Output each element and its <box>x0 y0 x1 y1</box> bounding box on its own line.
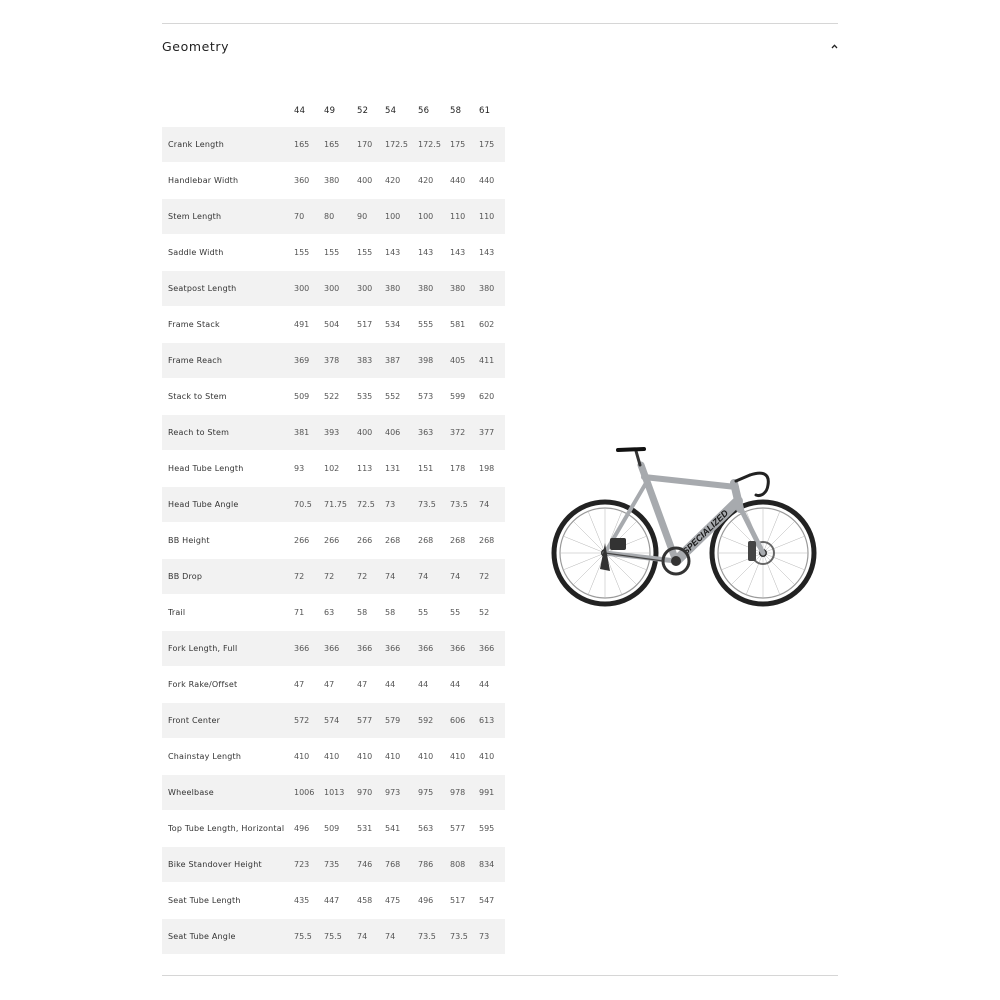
table-cell: 72 <box>324 559 357 595</box>
row-label: BB Height <box>162 523 294 559</box>
table-cell: 75.5 <box>324 919 357 955</box>
table-cell: 509 <box>294 379 324 415</box>
table-cell: 266 <box>357 523 385 559</box>
table-cell: 80 <box>324 199 357 235</box>
row-label: Reach to Stem <box>162 415 294 451</box>
table-row <box>162 415 505 451</box>
table-cell: 52 <box>479 595 505 631</box>
table-cell: 155 <box>357 235 385 271</box>
table-cell: 71 <box>294 595 324 631</box>
table-cell: 735 <box>324 847 357 883</box>
row-label: Trail <box>162 595 294 631</box>
table-row <box>162 127 505 163</box>
frame-brand-text: SPECIALIZED <box>680 507 731 557</box>
table-cell: 47 <box>357 667 385 703</box>
table-cell: 599 <box>450 379 479 415</box>
table-cell: 768 <box>385 847 418 883</box>
table-row <box>162 307 505 343</box>
row-label: Front Center <box>162 703 294 739</box>
table-cell: 834 <box>479 847 505 883</box>
table-cell: 268 <box>450 523 479 559</box>
table-cell: 366 <box>450 631 479 667</box>
table-cell: 410 <box>357 739 385 775</box>
table-cell: 300 <box>324 271 357 307</box>
table-cell: 70 <box>294 199 324 235</box>
table-cell: 378 <box>324 343 357 379</box>
size-header-row <box>162 94 505 127</box>
table-cell: 991 <box>479 775 505 811</box>
table-cell: 113 <box>357 451 385 487</box>
table-cell: 198 <box>479 451 505 487</box>
table-cell: 563 <box>418 811 450 847</box>
table-cell: 110 <box>450 199 479 235</box>
table-cell: 380 <box>479 271 505 307</box>
table-cell: 268 <box>418 523 450 559</box>
row-label: Stem Length <box>162 199 294 235</box>
table-cell: 380 <box>418 271 450 307</box>
table-cell: 535 <box>357 379 385 415</box>
table-cell: 100 <box>418 199 450 235</box>
table-row <box>162 235 505 271</box>
table-cell: 592 <box>418 703 450 739</box>
header-spacer <box>162 94 294 127</box>
table-cell: 973 <box>385 775 418 811</box>
table-cell: 151 <box>418 451 450 487</box>
table-cell: 366 <box>324 631 357 667</box>
table-cell: 55 <box>450 595 479 631</box>
table-cell: 970 <box>357 775 385 811</box>
table-cell: 74 <box>357 919 385 955</box>
table-row <box>162 559 505 595</box>
row-label: Frame Reach <box>162 343 294 379</box>
table-cell: 363 <box>418 415 450 451</box>
table-row <box>162 631 505 667</box>
row-label: Seat Tube Length <box>162 883 294 919</box>
table-cell: 393 <box>324 415 357 451</box>
table-row <box>162 667 505 703</box>
table-cell: 72 <box>357 559 385 595</box>
size-header: 49 <box>324 105 336 116</box>
table-cell: 555 <box>418 307 450 343</box>
table-cell: 170 <box>357 127 385 163</box>
table-cell: 577 <box>450 811 479 847</box>
table-cell: 100 <box>385 199 418 235</box>
table-row <box>162 595 505 631</box>
table-row <box>162 883 505 919</box>
row-label: Bike Standover Height <box>162 847 294 883</box>
table-cell: 74 <box>385 919 418 955</box>
table-cell: 398 <box>418 343 450 379</box>
table-cell: 574 <box>324 703 357 739</box>
table-row <box>162 379 505 415</box>
table-cell: 458 <box>357 883 385 919</box>
table-row <box>162 343 505 379</box>
table-cell: 73.5 <box>418 487 450 523</box>
table-cell: 380 <box>324 163 357 199</box>
table-cell: 72 <box>294 559 324 595</box>
table-cell: 71.75 <box>324 487 357 523</box>
table-cell: 93 <box>294 451 324 487</box>
table-row <box>162 199 505 235</box>
table-cell: 1006 <box>294 775 324 811</box>
table-cell: 266 <box>294 523 324 559</box>
table-cell: 723 <box>294 847 324 883</box>
table-cell: 268 <box>385 523 418 559</box>
table-cell: 400 <box>357 163 385 199</box>
table-cell: 410 <box>385 739 418 775</box>
table-row <box>162 163 505 199</box>
table-cell: 63 <box>324 595 357 631</box>
table-cell: 410 <box>479 739 505 775</box>
table-cell: 475 <box>385 883 418 919</box>
table-cell: 74 <box>450 559 479 595</box>
table-cell: 44 <box>385 667 418 703</box>
table-cell: 55 <box>418 595 450 631</box>
table-cell: 978 <box>450 775 479 811</box>
table-cell: 380 <box>385 271 418 307</box>
size-header: 54 <box>385 105 397 116</box>
table-cell: 579 <box>385 703 418 739</box>
table-cell: 366 <box>479 631 505 667</box>
table-cell: 447 <box>324 883 357 919</box>
table-cell: 58 <box>385 595 418 631</box>
row-label: Chainstay Length <box>162 739 294 775</box>
table-cell: 143 <box>418 235 450 271</box>
row-label: Saddle Width <box>162 235 294 271</box>
table-cell: 420 <box>385 163 418 199</box>
table-cell: 143 <box>479 235 505 271</box>
table-cell: 47 <box>324 667 357 703</box>
geometry-accordion-header[interactable] <box>162 33 838 59</box>
section-title: Geometry <box>162 38 230 54</box>
table-cell: 420 <box>418 163 450 199</box>
table-cell: 491 <box>294 307 324 343</box>
table-cell: 178 <box>450 451 479 487</box>
row-label: Head Tube Length <box>162 451 294 487</box>
table-cell: 975 <box>418 775 450 811</box>
table-cell: 366 <box>357 631 385 667</box>
table-cell: 44 <box>450 667 479 703</box>
table-cell: 620 <box>479 379 505 415</box>
geometry-table-body <box>162 127 505 955</box>
table-cell: 595 <box>479 811 505 847</box>
table-cell: 44 <box>418 667 450 703</box>
table-cell: 440 <box>450 163 479 199</box>
table-cell: 70.5 <box>294 487 324 523</box>
table-cell: 573 <box>418 379 450 415</box>
table-cell: 90 <box>357 199 385 235</box>
table-cell: 58 <box>357 595 385 631</box>
table-cell: 369 <box>294 343 324 379</box>
row-label: Seat Tube Angle <box>162 919 294 955</box>
table-cell: 75.5 <box>294 919 324 955</box>
chevron-up-icon[interactable] <box>830 42 838 50</box>
row-label: BB Drop <box>162 559 294 595</box>
table-cell: 387 <box>385 343 418 379</box>
row-label: Handlebar Width <box>162 163 294 199</box>
table-row <box>162 703 505 739</box>
table-cell: 504 <box>324 307 357 343</box>
row-label: Head Tube Angle <box>162 487 294 523</box>
table-cell: 808 <box>450 847 479 883</box>
table-cell: 102 <box>324 451 357 487</box>
table-cell: 522 <box>324 379 357 415</box>
table-cell: 74 <box>479 487 505 523</box>
table-cell: 44 <box>479 667 505 703</box>
table-cell: 410 <box>418 739 450 775</box>
table-cell: 366 <box>294 631 324 667</box>
table-cell: 411 <box>479 343 505 379</box>
table-row <box>162 271 505 307</box>
table-cell: 606 <box>450 703 479 739</box>
table-cell: 110 <box>479 199 505 235</box>
table-cell: 380 <box>450 271 479 307</box>
table-cell: 406 <box>385 415 418 451</box>
table-cell: 572 <box>294 703 324 739</box>
table-cell: 266 <box>324 523 357 559</box>
table-row <box>162 523 505 559</box>
table-cell: 72.5 <box>357 487 385 523</box>
table-cell: 541 <box>385 811 418 847</box>
size-header: 61 <box>479 105 491 116</box>
row-label: Fork Rake/Offset <box>162 667 294 703</box>
table-cell: 581 <box>450 307 479 343</box>
table-cell: 73.5 <box>450 487 479 523</box>
table-row <box>162 811 505 847</box>
table-cell: 300 <box>357 271 385 307</box>
table-cell: 746 <box>357 847 385 883</box>
table-cell: 73.5 <box>450 919 479 955</box>
table-cell: 372 <box>450 415 479 451</box>
row-label: Top Tube Length, Horizontal <box>162 811 294 847</box>
table-cell: 496 <box>294 811 324 847</box>
table-row <box>162 919 505 955</box>
table-cell: 509 <box>324 811 357 847</box>
table-cell: 366 <box>385 631 418 667</box>
row-label: Crank Length <box>162 127 294 163</box>
size-header: 56 <box>418 105 430 116</box>
table-cell: 366 <box>418 631 450 667</box>
table-cell: 496 <box>418 883 450 919</box>
road-bike-illustration <box>548 443 820 615</box>
table-cell: 517 <box>357 307 385 343</box>
row-label: Frame Stack <box>162 307 294 343</box>
table-row <box>162 847 505 883</box>
table-cell: 381 <box>294 415 324 451</box>
table-cell: 552 <box>385 379 418 415</box>
table-cell: 155 <box>294 235 324 271</box>
table-cell: 131 <box>385 451 418 487</box>
table-cell: 1013 <box>324 775 357 811</box>
table-cell: 175 <box>479 127 505 163</box>
table-row <box>162 487 505 523</box>
table-cell: 786 <box>418 847 450 883</box>
table-cell: 165 <box>324 127 357 163</box>
table-cell: 377 <box>479 415 505 451</box>
table-cell: 517 <box>450 883 479 919</box>
table-cell: 268 <box>479 523 505 559</box>
table-row <box>162 739 505 775</box>
table-cell: 602 <box>479 307 505 343</box>
table-cell: 547 <box>479 883 505 919</box>
table-cell: 410 <box>324 739 357 775</box>
table-cell: 73 <box>385 487 418 523</box>
table-row <box>162 775 505 811</box>
row-label: Wheelbase <box>162 775 294 811</box>
table-cell: 155 <box>324 235 357 271</box>
table-cell: 400 <box>357 415 385 451</box>
row-label: Seatpost Length <box>162 271 294 307</box>
row-label: Fork Length, Full <box>162 631 294 667</box>
table-cell: 143 <box>450 235 479 271</box>
table-cell: 172.5 <box>418 127 450 163</box>
table-cell: 73.5 <box>418 919 450 955</box>
table-cell: 165 <box>294 127 324 163</box>
table-cell: 440 <box>479 163 505 199</box>
table-cell: 175 <box>450 127 479 163</box>
size-header: 44 <box>294 105 306 116</box>
table-cell: 72 <box>479 559 505 595</box>
table-cell: 300 <box>294 271 324 307</box>
table-cell: 531 <box>357 811 385 847</box>
section-divider-top <box>162 23 838 24</box>
table-cell: 613 <box>479 703 505 739</box>
table-cell: 410 <box>294 739 324 775</box>
table-row <box>162 451 505 487</box>
section-divider-bottom <box>162 975 838 976</box>
table-cell: 47 <box>294 667 324 703</box>
table-cell: 577 <box>357 703 385 739</box>
table-cell: 360 <box>294 163 324 199</box>
table-cell: 410 <box>450 739 479 775</box>
geometry-table <box>162 94 505 955</box>
table-cell: 435 <box>294 883 324 919</box>
table-cell: 383 <box>357 343 385 379</box>
table-cell: 73 <box>479 919 505 955</box>
table-cell: 534 <box>385 307 418 343</box>
table-cell: 172.5 <box>385 127 418 163</box>
row-label: Stack to Stem <box>162 379 294 415</box>
table-cell: 405 <box>450 343 479 379</box>
table-cell: 74 <box>385 559 418 595</box>
size-header: 52 <box>357 105 369 116</box>
bike-product-image <box>548 443 820 615</box>
size-header: 58 <box>450 105 462 116</box>
table-cell: 74 <box>418 559 450 595</box>
table-cell: 143 <box>385 235 418 271</box>
